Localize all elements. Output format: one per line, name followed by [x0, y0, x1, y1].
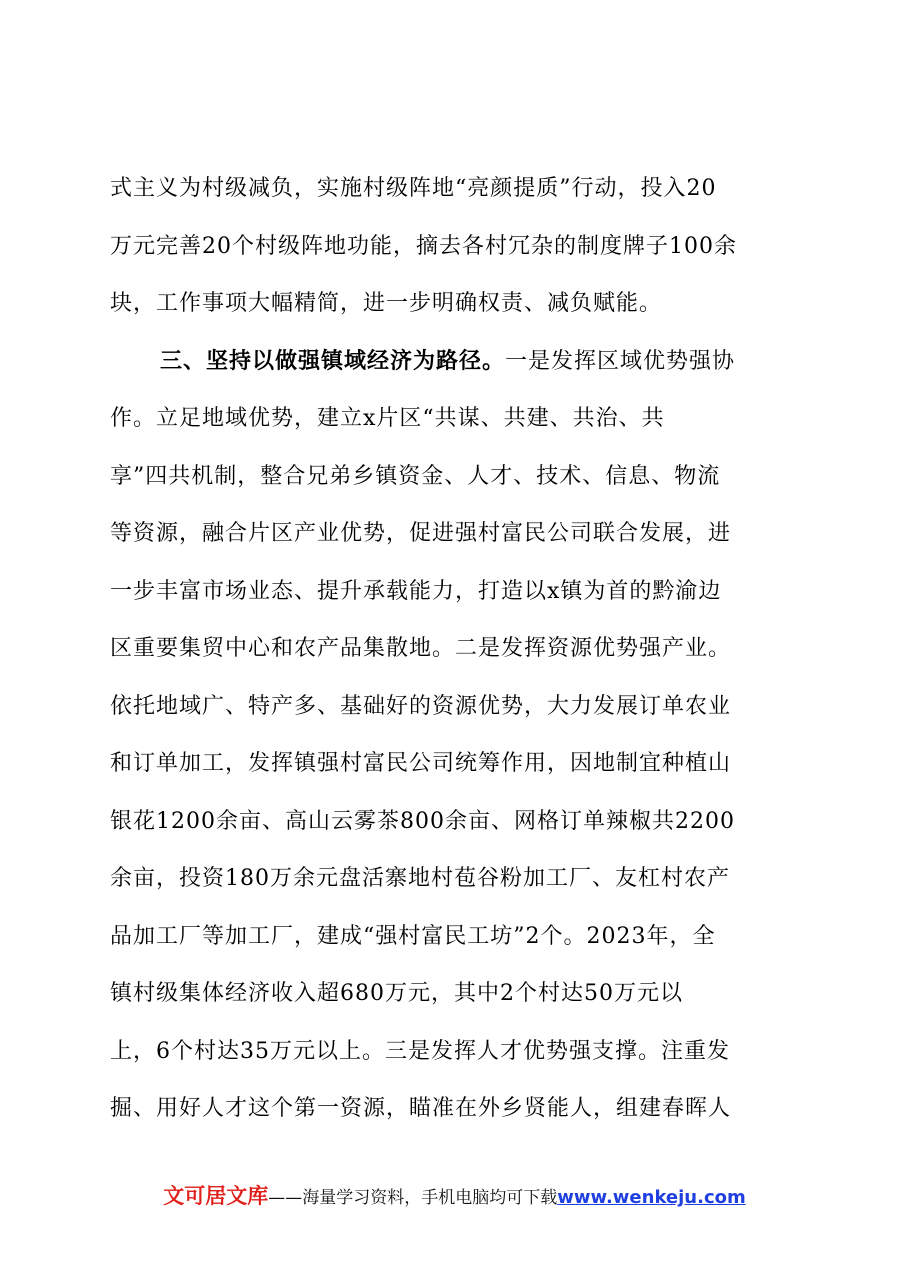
section-heading-line — [110, 333, 800, 391]
text-line: 区重要集贸中心和农产品集散地。二是发挥资源优势强产业。 — [110, 636, 732, 661]
text-line: 块，工作事项大幅精简，进一步明确权责、减负赋能。 — [110, 291, 663, 316]
text-line: 品加工厂等加工厂，建成“强村富民工坊”2个。2023年，全 — [110, 923, 716, 949]
text-line: 等资源，融合片区产业优势，促进强村富民公司联合发展，进 — [110, 521, 732, 546]
text-line: 依托地域广、特产多、基础好的资源优势，大力发展订单农业 — [110, 693, 732, 719]
text-line: 余亩，投资180万余元盘活寨地村苞谷粉加工厂、友杠村农产 — [110, 866, 730, 891]
text-line: 银花1200余亩、高山云雾茶800余亩、网格订单辣椒共2200 — [110, 808, 735, 834]
section-heading: 三、坚持以做强镇域经济为路径。 — [160, 348, 506, 374]
text-line: 一步丰富市场业态、提升承载能力，打造以x镇为首的黔渝边 — [110, 578, 722, 604]
text-line: 式主义为村级减负，实施村级阵地“亮颜提质”行动，投入20 — [110, 176, 717, 201]
document-body — [110, 160, 800, 1138]
footer-site-link[interactable]: www.wenkeju.com — [557, 1187, 746, 1208]
text-line: 掘、用好人才这个第一资源，瞄准在外乡贤能人，组建春晖人 — [110, 1096, 732, 1121]
text-line: 万元完善20个村级阵地功能，摘去各村冗杂的制度牌子100余 — [110, 233, 737, 259]
footer-brand: 文可居文库 — [163, 1184, 269, 1208]
text-line: 镇村级集体经济收入超680万元，其中2个村达50万元以 — [110, 981, 683, 1006]
text-line: 和订单加工，发挥镇强村富民公司统筹作用，因地制宜种植山 — [110, 751, 732, 776]
footer-banner — [0, 1180, 909, 1210]
footer-tagline: ——海量学习资料，手机电脑均可下载 — [268, 1188, 558, 1208]
text-line: 享”四共机制，整合兄弟乡镇资金、人才、技术、信息、物流 — [110, 463, 721, 489]
text-line: 作。立足地域优势，建立x片区“共谋、共建、共治、共 — [110, 406, 665, 431]
text-line: 上，6个村达35万元以上。三是发挥人才优势强支撑。注重发 — [110, 1038, 730, 1064]
section-heading-rest: 一是发挥区域优势强协 — [505, 348, 736, 374]
